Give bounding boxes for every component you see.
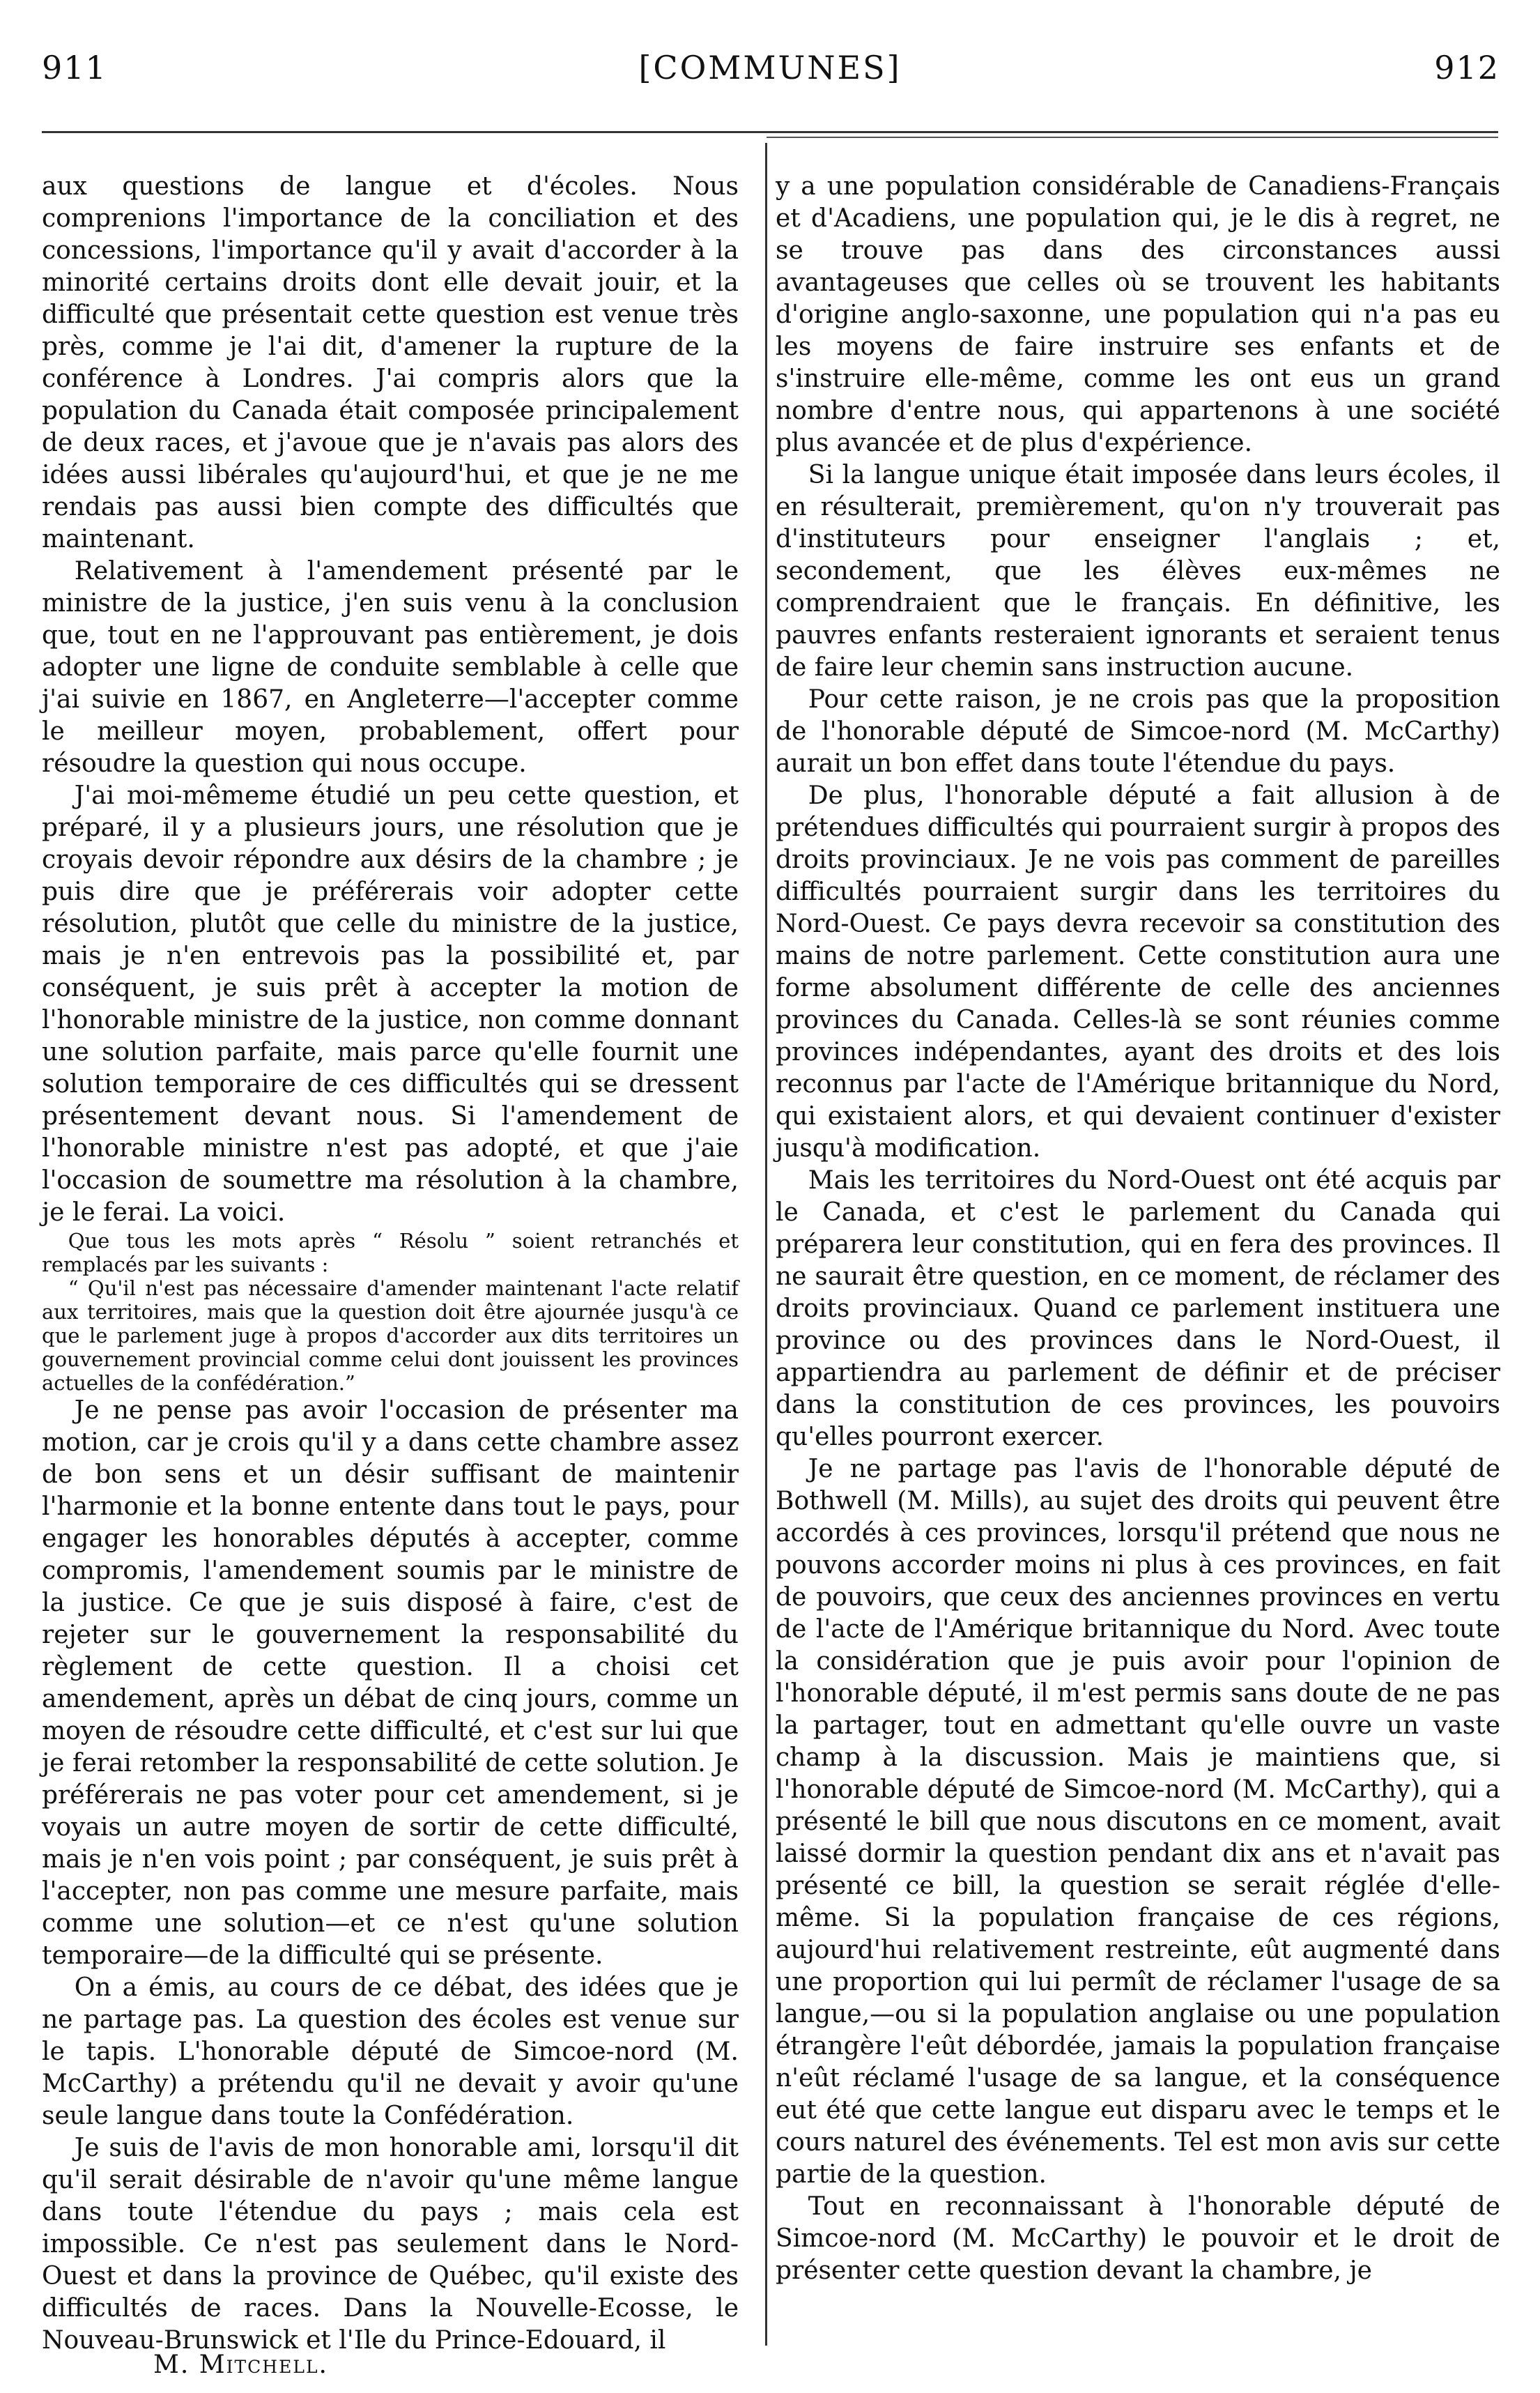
page-header xyxy=(0,0,1540,98)
paragraph: Je suis de l'avis de mon honorable ami, lorsqu'il dit qu'il serait désirable de n'avoir qu'une même langue dans toute l'étendue du pays ; mais cela est impossible. Ce n'est pas seulement dans le Nord-Ouest et dans la province de Québec, qu'il existe des difficultés de races. Dans la Nouvelle-Ecosse, le Nouveau-Brunswick et l'Ile du Prince-Edouard, il xyxy=(42,2134,739,2355)
quote-intro: Que tous les mots après “ Résolu ” soient retranchés et remplacés par les suivants : xyxy=(42,1229,739,1276)
quoted-resolution xyxy=(42,1229,739,1395)
paragraph: Relativement à l'amendement présenté par le ministre de la justice, j'en suis venu à la conclusion que, tout en ne l'approuvant pas entièrement, je dois adopter une ligne de conduite semblable à celle que j'ai suivie en 1867, en Angleterre—l'accepter comme le meilleur moyen, probablement, offert pour résoudre la question qui nous occupe. xyxy=(42,557,739,778)
right-page-number: 912 xyxy=(1434,49,1500,86)
header-rule-secondary xyxy=(767,137,1498,138)
paragraph: On a émis, au cours de ce débat, des idées que je ne partage pas. La question des écoles est venue sur le tapis. L'honorable député de Simcoe-nord (M. McCarthy) a prétendu qu'il ne devait y avoir qu'une seule langue dans toute la Confédération. xyxy=(42,1973,739,2130)
speaker-footer: M. Mitchell. xyxy=(153,2350,328,2379)
paragraph: Si la langue unique était imposée dans leurs écoles, il en résulterait, premièrement, qu'on n'y trouverait pas d'instituteurs pour enseigner l'anglais ; et, secondement, que les élèves eux-mêmes ne comprendraient que le français. En définitive, les pauvres enfants resteraient ignorants et seraient tenus de faire leur chemin sans instruction aucune. xyxy=(776,461,1500,682)
paragraph: y a une population considérable de Canadiens-Français et d'Acadiens, une population qui, je le dis à regret, ne se trouve pas dans des circonstances aussi avantageuses que celles où se trouvent les habitants d'origine anglo-saxonne, une population qui n'a pas eu les moyens de faire instruire ses enfants et de s'instruire elle-même, comme les ont eus un grand nombre d'entre nous, qui appartenons à une société plus avancée et de plus d'expérience. xyxy=(776,172,1500,457)
right-column xyxy=(776,171,1500,2287)
paragraph: Mais les territoires du Nord-Ouest ont été acquis par le Canada, et c'est le parlement du Canada qui préparera leur constitution, qui en fera des provinces. Il ne saurait être question, en ce moment, de réclamer des droits provinciaux. Quand ce parlement instituera une province ou des provinces dans le Nord-Ouest, il appartiendra au parlement de définir et de préciser dans la constitution de ces provinces, les pouvoirs qu'elles pourront exercer. xyxy=(776,1166,1500,1451)
quote-body: “ Qu'il n'est pas nécessaire d'amender maintenant l'acte relatif aux territoires, mais que la question doit être ajournée jusqu'à ce que le parlement juge à propos d'accorder aux dits territoires un gouvernement provincial comme celui dont jouissent les provinces actuelles de la confédération.” xyxy=(42,1276,739,1395)
paragraph: Je ne partage pas l'avis de l'honorable député de Bothwell (M. Mills), au sujet des droits qui peuvent être accordés à ces provinces, lorsqu'il prétend que nous ne pouvons accorder moins ni plus à ces provinces, en fait de pouvoirs, que ceux des anciennes provinces en vertu de l'acte de l'Amérique britannique du Nord. Avec toute la considération que je puis avoir pour l'opinion de l'honorable député, il m'est permis sans doute de ne pas la partager, tout en admettant qu'elle ouvre un vaste champ à la discussion. Mais je maintiens que, si l'honorable député de Simcoe-nord (M. McCarthy), qui a présenté le bill que nous discutons en ce moment, avait laissé dormir la question pendant dix ans et n'avait pas présenté ce bill, la question se serait réglée d'elle-même. Si la population française de ces régions, aujourd'hui relativement restreinte, eût augmenté dans une proportion qui lui permît de réclamer l'usage de sa langue,—ou si la population anglaise ou une population étrangère l'eût débordée, jamais la population française n'eût réclamé l'usage de sa langue, et la conséquence eut été que cette langue eut disparu avec le temps et le cours naturel des événements. Tel est mon avis sur cette partie de la question. xyxy=(776,1455,1500,2189)
paragraph: De plus, l'honorable député a fait allusion à de prétendues difficultés qui pourraient surgir à propos des droits provinciaux. Je ne vois pas comment de pareilles difficultés pourraient surgir dans les territoires du Nord-Ouest. Ce pays devra recevoir sa constitution des mains de notre parlement. Cette constitution aura une forme absolument différente de celle des anciennes provinces du Canada. Celles-là se sont réunies comme provinces indépendantes, ayant des droits et des lois reconnus par l'acte de l'Amérique britannique du Nord, qui existaient alors, et qui devaient continuer d'exister jusqu'à modification. xyxy=(776,781,1500,1163)
left-page-number: 911 xyxy=(42,49,107,86)
left-column xyxy=(42,171,739,2357)
paragraph: aux questions de langue et d'écoles. Nous comprenions l'importance de la conciliation et des concessions, l'importance qu'il y avait d'accorder à la minorité certains droits dont elle devait jouir, et la difficulté que présentait cette question est venue très près, comme je l'ai dit, d'amener la rupture de la conférence à Londres. J'ai compris alors que la population du Canada était composée principalement de deux races, et j'avoue que je n'avais pas alors des idées aussi libérales qu'aujourd'hui, et que je ne me rendais pas aussi bien compte des difficultés que maintenant. xyxy=(42,172,739,553)
paragraph: Pour cette raison, je ne crois pas que la proposition de l'honorable député de Simcoe-nord (M. McCarthy) aurait un bon effet dans toute l'étendue du pays. xyxy=(776,685,1500,778)
header-rule xyxy=(42,131,1498,133)
running-head: [COMMUNES] xyxy=(638,49,902,86)
paragraph: Tout en reconnaissant à l'honorable député de Simcoe-nord (M. McCarthy) le pouvoir et le droit de présenter cette question devant la chambre, je xyxy=(776,2192,1500,2285)
paragraph: Je ne pense pas avoir l'occasion de présenter ma motion, car je crois qu'il y a dans cette chambre assez de bon sens et un désir suffisant de maintenir l'harmonie et la bonne entente dans tout le pays, pour engager les honorables députés à accepter, comme compromis, l'amendement soumis par le ministre de la justice. Ce que je suis disposé à faire, c'est de rejeter sur le gouvernement la responsabilité du règlement de cette question. Il a choisi cet amendement, après un débat de cinq jours, comme un moyen de résoudre cette difficulté, et c'est sur lui que je ferai retomber la responsabilité de cette solution. Je préférerais ne pas voter pour cet amendement, si je voyais un autre moyen de sortir de cette difficulté, mais je n'en vois point ; par conséquent, je suis prêt à l'accepter, non pas comme une mesure parfaite, mais comme une solution—et ce n'est qu'une solution temporaire—de la difficulté qui se présente. xyxy=(42,1396,739,1970)
paragraph: J'ai moi-mêmeme étudié un peu cette question, et préparé, il y a plusieurs jours, une résolution que je croyais devoir répondre aux désirs de la chambre ; je puis dire que je préférerais voir adopter cette résolution, plutôt que celle du ministre de la justice, mais je n'en entrevois pas la possibilité et, par conséquent, je suis prêt à accepter la motion de l'honorable ministre de la justice, non comme donnant une solution parfaite, mais parce qu'elle fournit une solution temporaire de ces difficultés qui se dressent présentement devant nous. Si l'amendement de l'honorable ministre n'est pas adopté, et que j'aie l'occasion de soumettre ma résolution à la chambre, je le ferai. La voici. xyxy=(42,781,739,1227)
column-divider xyxy=(765,143,767,2346)
